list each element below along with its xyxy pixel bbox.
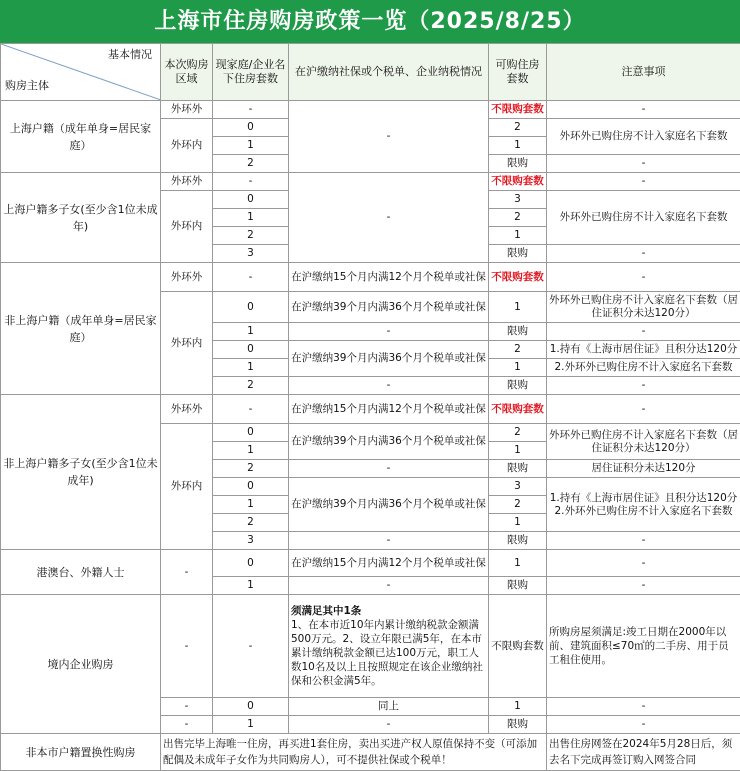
zone-cell: 外环外	[161, 173, 213, 191]
owned-cell: 1	[213, 442, 289, 460]
notes-cell: -	[547, 101, 740, 119]
owned-cell: 1	[213, 137, 289, 155]
notes-cell: 出售住房网签在2024年5月28日后，须去名下完成再签订购入网签合同	[547, 734, 740, 771]
owned-cell: 1	[213, 496, 289, 514]
zone-cell: 外环内	[161, 292, 213, 395]
owned-cell: 1	[213, 716, 289, 734]
notes-cell: -	[547, 716, 740, 734]
notes-cell: -	[547, 532, 740, 550]
zone-cell: 外环外	[161, 395, 213, 424]
subject-cell: 境内企业购房	[1, 595, 161, 734]
social-cell	[289, 595, 489, 698]
subject-cell: 非本市户籍置换性购房	[1, 734, 161, 771]
social-cell: 在沪缴纳15个月内满12个月个税单或社保	[289, 263, 489, 292]
enterprise-condition-text: 1、在本市近10年内累计缴纳税款金额满500万元。2、设立年限已满5年，在本市累计缴纳税款金额已达100万元，职工人数10名及以上且按照规定在该企业缴纳社保和公积金满5年。	[291, 619, 483, 687]
quota-cell: 1	[489, 137, 547, 155]
quota-cell: 不限购套数	[489, 395, 547, 424]
owned-cell: 2	[213, 460, 289, 478]
owned-cell: 2	[213, 155, 289, 173]
notes-cell: 外环外已购住房不计入家庭名下套数（居住证积分未达120分）	[547, 292, 740, 323]
owned-cell: 0	[213, 478, 289, 496]
notes-cell: 外环外已购住房不计入家庭名下套数	[547, 191, 740, 245]
owned-cell: 0	[213, 424, 289, 442]
owned-cell: 1	[213, 577, 289, 595]
quota-cell: 限购	[489, 460, 547, 478]
notes-cell: -	[547, 377, 740, 395]
social-cell: -	[289, 460, 489, 478]
social-cell: 在沪缴纳39个月内满36个月个税单或社保	[289, 424, 489, 460]
social-cell: -	[289, 173, 489, 263]
owned-cell: 3	[213, 532, 289, 550]
notes-cell: -	[547, 245, 740, 263]
owned-cell: 0	[213, 119, 289, 137]
social-cell: -	[289, 101, 489, 173]
owned-cell: -	[213, 595, 289, 698]
social-cell: -	[289, 377, 489, 395]
notes-cell: 外环外已购住房不计入家庭名下套数（居住证积分未达120分）	[547, 424, 740, 460]
notes-cell: -	[547, 395, 740, 424]
notes-cell: 外环外已购住房不计入家庭名下套数	[547, 119, 740, 155]
header-notes: 注意事项	[547, 44, 740, 101]
page-title: 上海市住房购房政策一览（2025/8/25）	[0, 0, 740, 43]
quota-cell: 1	[489, 292, 547, 323]
quota-cell: 1	[489, 514, 547, 532]
subject-cell: 上海户籍多子女(至少含1位未成年)	[1, 173, 161, 263]
owned-cell: 0	[213, 698, 289, 716]
replacement-condition: 出售完毕上海唯一住房，再买进1套住房，卖出买进产权人原值保持不变（可添加配偶及未成年子女作为共同购房人），可不提供社保或个税单！	[161, 734, 547, 771]
owned-cell: 1	[213, 323, 289, 341]
subject-cell: 非上海户籍多子女(至少含1位未成年)	[1, 395, 161, 550]
quota-cell: 3	[489, 191, 547, 209]
social-cell: 在沪缴纳15个月内满12个月个税单或社保	[289, 550, 489, 577]
quota-cell: 1	[489, 442, 547, 460]
notes-line: 1.持有《上海市居住证》且积分达120分	[550, 492, 738, 504]
notes-cell: 2.外环外已购住房不计入家庭名下套数	[547, 359, 740, 377]
social-cell: 在沪缴纳39个月内满36个月个税单或社保	[289, 341, 489, 377]
zone-cell: 外环内	[161, 119, 213, 173]
social-cell: -	[289, 323, 489, 341]
notes-cell	[547, 478, 740, 532]
enterprise-condition-heading: 须满足其中1条	[291, 605, 361, 617]
owned-cell: -	[213, 173, 289, 191]
subject-cell: 非上海户籍（成年单身=居民家庭）	[1, 263, 161, 395]
quota-cell: 限购	[489, 323, 547, 341]
zone-cell: 外环内	[161, 191, 213, 263]
quota-cell: 1	[489, 698, 547, 716]
quota-cell: 不限购套数	[489, 101, 547, 119]
quota-cell: 2	[489, 209, 547, 227]
subject-cell: 上海户籍（成年单身=居民家庭）	[1, 101, 161, 173]
zone-cell: 外环外	[161, 263, 213, 292]
quota-cell: 3	[489, 478, 547, 496]
zone-cell: -	[161, 550, 213, 595]
zone-cell: -	[161, 698, 213, 716]
quota-cell: 1	[489, 550, 547, 577]
quota-cell: 限购	[489, 155, 547, 173]
social-cell: -	[289, 577, 489, 595]
notes-cell: -	[547, 698, 740, 716]
social-cell: -	[289, 532, 489, 550]
zone-cell: 外环内	[161, 424, 213, 550]
notes-cell: -	[547, 323, 740, 341]
social-cell: 在沪缴纳15个月内满12个月个税单或社保	[289, 395, 489, 424]
owned-cell: -	[213, 395, 289, 424]
zone-cell: -	[161, 595, 213, 698]
zone-cell: 外环外	[161, 101, 213, 119]
owned-cell: 3	[213, 245, 289, 263]
quota-cell: 限购	[489, 245, 547, 263]
owned-cell: 2	[213, 514, 289, 532]
zone-cell: -	[161, 716, 213, 734]
header-zone: 本次购房区域	[161, 44, 213, 101]
owned-cell: 1	[213, 359, 289, 377]
header-diagonal-cell	[1, 44, 161, 101]
subject-cell: 港澳台、外籍人士	[1, 550, 161, 595]
notes-cell: -	[547, 577, 740, 595]
quota-cell: 2	[489, 119, 547, 137]
owned-cell: 2	[213, 227, 289, 245]
header-owned: 现家庭/企业名下住房套数	[213, 44, 289, 101]
quota-cell: 2	[489, 496, 547, 514]
notes-line: 2.外环外已购住房不计入家庭名下套数	[554, 505, 732, 517]
owned-cell: 0	[213, 191, 289, 209]
header-social: 在沪缴纳社保或个税单、企业纳税情况	[289, 44, 489, 101]
quota-cell: 2	[489, 424, 547, 442]
owned-cell: 0	[213, 292, 289, 323]
notes-cell: 所购房屋须满足:竣工日期在2000年以前、建筑面积≤70㎡的二手房、用于员工租住使用。	[547, 595, 740, 698]
quota-cell: 限购	[489, 577, 547, 595]
social-cell: 在沪缴纳39个月内满36个月个税单或社保	[289, 292, 489, 323]
notes-cell: -	[547, 550, 740, 577]
quota-cell: 不限购套数	[489, 263, 547, 292]
quota-cell: 1	[489, 359, 547, 377]
quota-cell: 不限购套数	[489, 595, 547, 698]
owned-cell: -	[213, 101, 289, 119]
policy-table	[0, 43, 740, 771]
notes-cell: -	[547, 173, 740, 191]
quota-cell: 2	[489, 341, 547, 359]
owned-cell: 1	[213, 209, 289, 227]
notes-cell: 1.持有《上海市居住证》且积分达120分	[547, 341, 740, 359]
header-basic: 基本情况	[108, 48, 152, 61]
header-subject: 购房主体	[5, 79, 49, 92]
owned-cell: 0	[213, 550, 289, 577]
quota-cell: 1	[489, 227, 547, 245]
notes-cell: 居住证积分未达120分	[547, 460, 740, 478]
social-cell: 同上	[289, 698, 489, 716]
notes-cell: -	[547, 263, 740, 292]
quota-cell: 不限购套数	[489, 173, 547, 191]
owned-cell: 0	[213, 341, 289, 359]
social-cell: 在沪缴纳39个月内满36个月个税单或社保	[289, 478, 489, 532]
notes-cell: -	[547, 155, 740, 173]
owned-cell: -	[213, 263, 289, 292]
quota-cell: 限购	[489, 716, 547, 734]
quota-cell: 限购	[489, 532, 547, 550]
header-quota: 可购住房套数	[489, 44, 547, 101]
quota-cell: 限购	[489, 377, 547, 395]
owned-cell: 2	[213, 377, 289, 395]
social-cell: -	[289, 716, 489, 734]
